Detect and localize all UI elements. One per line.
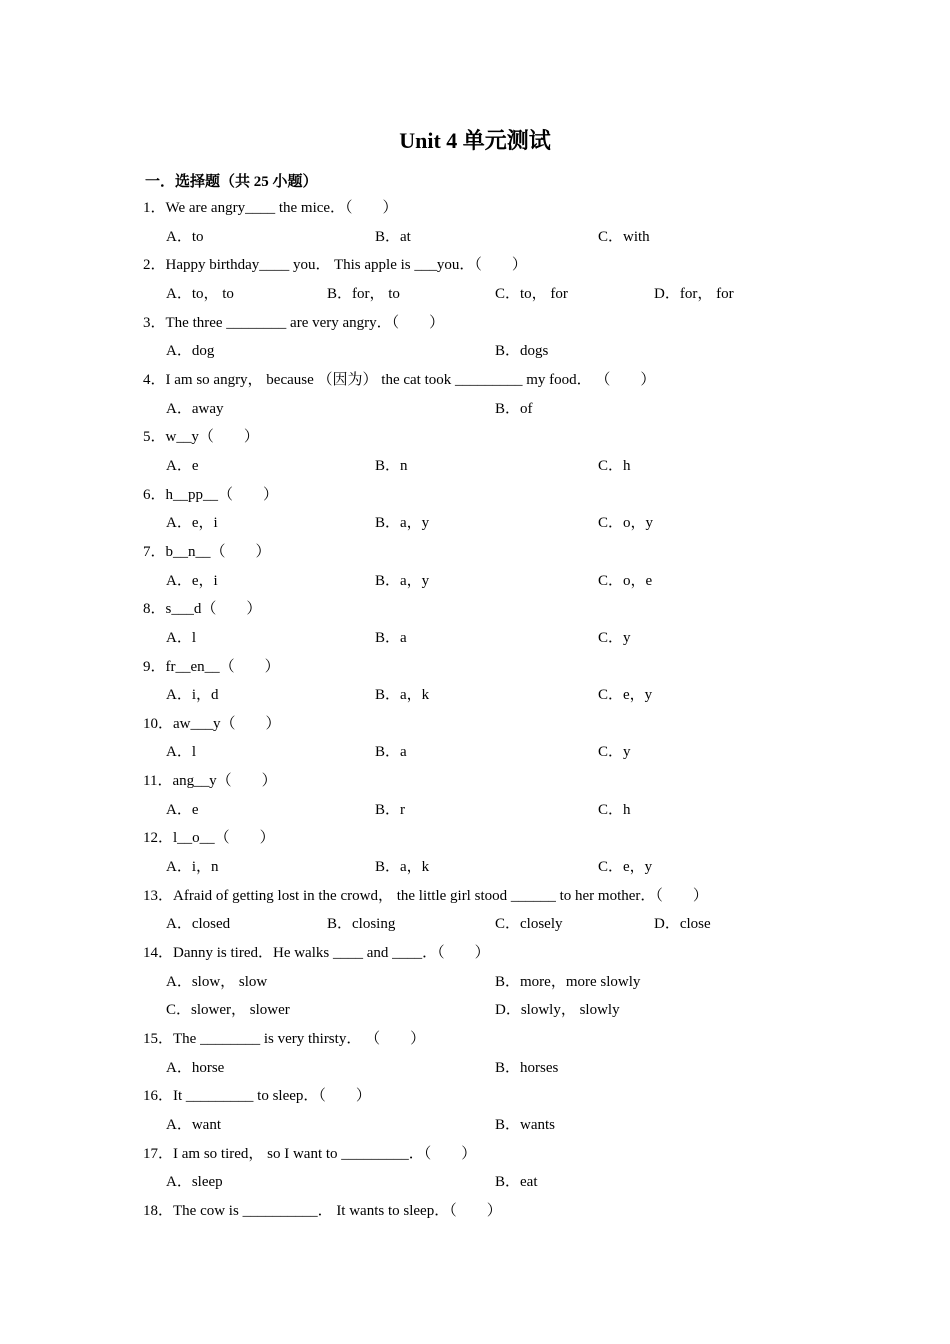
answer-option: C．y — [598, 629, 631, 646]
question-stem-row — [0, 1025, 950, 1054]
answer-option: B．of — [495, 400, 533, 417]
question-stem-row — [0, 767, 950, 796]
answer-option: B．a，k — [375, 859, 430, 876]
answer-option: D．for， for — [654, 285, 734, 302]
answer-option: B．a — [375, 744, 407, 761]
answer-option: A．horse — [166, 1059, 225, 1076]
answer-option: C．h — [598, 801, 631, 818]
answer-option: A．e，i — [166, 515, 218, 532]
answer-options-row — [0, 910, 950, 939]
answer-option: D．close — [654, 916, 711, 933]
answer-options-row — [0, 968, 950, 997]
question-stem: 8．s___d（ ） — [143, 601, 262, 618]
section-heading: 一．选择题（共 25 小题） — [145, 174, 318, 190]
answer-options-row — [0, 681, 950, 710]
question-stem-row — [0, 824, 950, 853]
answer-option: A．dog — [166, 343, 215, 360]
answer-option: B．wants — [495, 1117, 556, 1133]
answer-option: A．e — [166, 801, 199, 818]
answer-options-row — [0, 1111, 950, 1140]
answer-option: A．to — [166, 228, 204, 245]
answer-option: A．l — [166, 629, 197, 646]
question-stem-row — [0, 653, 950, 682]
answer-options-row — [0, 1054, 950, 1083]
answer-option: C．o，y — [598, 515, 654, 532]
answer-option: A．away — [166, 400, 224, 417]
answer-option: B．at — [375, 228, 411, 245]
answer-option: A．to， to — [166, 285, 234, 302]
question-stem-row — [0, 939, 950, 968]
question-stem-row — [0, 595, 950, 624]
answer-option: C．to， for — [495, 285, 568, 302]
question-list — [0, 194, 950, 1226]
answer-option: B．a — [375, 629, 407, 646]
answer-option: B．more，more slowly — [495, 973, 641, 990]
answer-option: B．a，y — [375, 572, 430, 589]
answer-options-row — [0, 223, 950, 252]
question-stem: 5．w__y（ ） — [143, 429, 259, 446]
answer-option: D．slowly， slowly — [495, 1002, 620, 1019]
answer-options-row — [0, 796, 950, 825]
answer-options-row — [0, 395, 950, 424]
question-stem: 15．The ________ is very thirsty． （ ） — [143, 1031, 426, 1048]
question-stem-row — [0, 481, 950, 510]
answer-option: B．a，k — [375, 687, 430, 704]
answer-option: B．eat — [495, 1174, 538, 1191]
answer-option: C．e，y — [598, 687, 653, 704]
answer-option: B．a，y — [375, 515, 430, 532]
answer-option: C．with — [598, 228, 650, 245]
answer-option: C．y — [598, 744, 631, 761]
answer-option: C．h — [598, 457, 631, 474]
answer-option: A．sleep — [166, 1174, 223, 1191]
answer-option: B．dogs — [495, 343, 549, 360]
answer-options-row — [0, 996, 950, 1025]
question-stem-row — [0, 423, 950, 452]
answer-options-row — [0, 624, 950, 653]
question-stem: 2．Happy birthday____ you． This apple is ___you．（ ） — [143, 257, 527, 274]
answer-option: A．e，i — [166, 572, 218, 589]
answer-options-row — [0, 1168, 950, 1197]
question-stem-row — [0, 194, 950, 223]
question-stem: 6．h__pp__（ ） — [143, 486, 279, 503]
question-stem: 14．Danny is tired．He walks ____ and ____．（ ） — [143, 945, 490, 962]
answer-option: A．l — [166, 744, 197, 761]
answer-option: C．o，e — [598, 572, 653, 589]
answer-options-row — [0, 738, 950, 767]
question-stem: 12．l__o__（ ） — [143, 830, 275, 847]
answer-option: B．for， to — [327, 285, 400, 302]
question-stem: 18．The cow is __________． It wants to sleep．（ ） — [143, 1202, 502, 1219]
question-stem-row — [0, 538, 950, 567]
question-stem-row — [0, 1082, 950, 1111]
answer-option: B．horses — [495, 1059, 559, 1076]
question-stem-row — [0, 251, 950, 280]
question-stem: 1．We are angry____ the mice．（ ） — [143, 200, 398, 216]
answer-option: C．closely — [495, 916, 563, 933]
answer-options-row — [0, 280, 950, 309]
question-stem-row — [0, 366, 950, 395]
answer-option: A．i，n — [166, 859, 219, 876]
answer-option: A．i，d — [166, 687, 219, 704]
answer-options-row — [0, 567, 950, 596]
answer-option: B．n — [375, 457, 408, 474]
question-stem: 9．fr__en__（ ） — [143, 658, 280, 675]
question-stem: 7．b__n__（ ） — [143, 543, 271, 560]
answer-options-row — [0, 452, 950, 481]
question-stem: 17．I am so tired， so I want to _________．（ ） — [143, 1145, 477, 1162]
question-stem: 4．I am so angry， because （因为） the cat took _________ my food． （ ） — [143, 371, 656, 388]
page-title: Unit 4 单元测试 — [399, 128, 551, 153]
answer-options-row — [0, 853, 950, 882]
question-stem: 11．ang__y（ ） — [143, 773, 277, 790]
answer-option: C．slower， slower — [166, 1002, 290, 1019]
answer-options-row — [0, 509, 950, 538]
answer-option: B．r — [375, 801, 406, 818]
question-stem-row — [0, 309, 950, 338]
question-stem: 3．The three ________ are very angry．（ ） — [143, 314, 445, 331]
question-stem: 16．It _________ to sleep．（ ） — [143, 1088, 371, 1105]
question-stem-row — [0, 1197, 950, 1226]
answer-option: A．want — [166, 1117, 221, 1133]
answer-option: B．closing — [327, 916, 396, 933]
question-stem-row — [0, 882, 950, 911]
question-stem-row — [0, 1140, 950, 1169]
answer-option: A．e — [166, 457, 199, 474]
question-stem: 10．aw___y（ ） — [143, 715, 281, 732]
answer-option: A．slow， slow — [166, 973, 268, 990]
answer-options-row — [0, 337, 950, 366]
answer-option: A．closed — [166, 916, 231, 933]
question-stem: 13．Afraid of getting lost in the crowd， the little girl stood ______ to her mother．（ ） — [143, 887, 708, 904]
answer-option: C．e，y — [598, 859, 653, 876]
question-stem-row — [0, 710, 950, 739]
